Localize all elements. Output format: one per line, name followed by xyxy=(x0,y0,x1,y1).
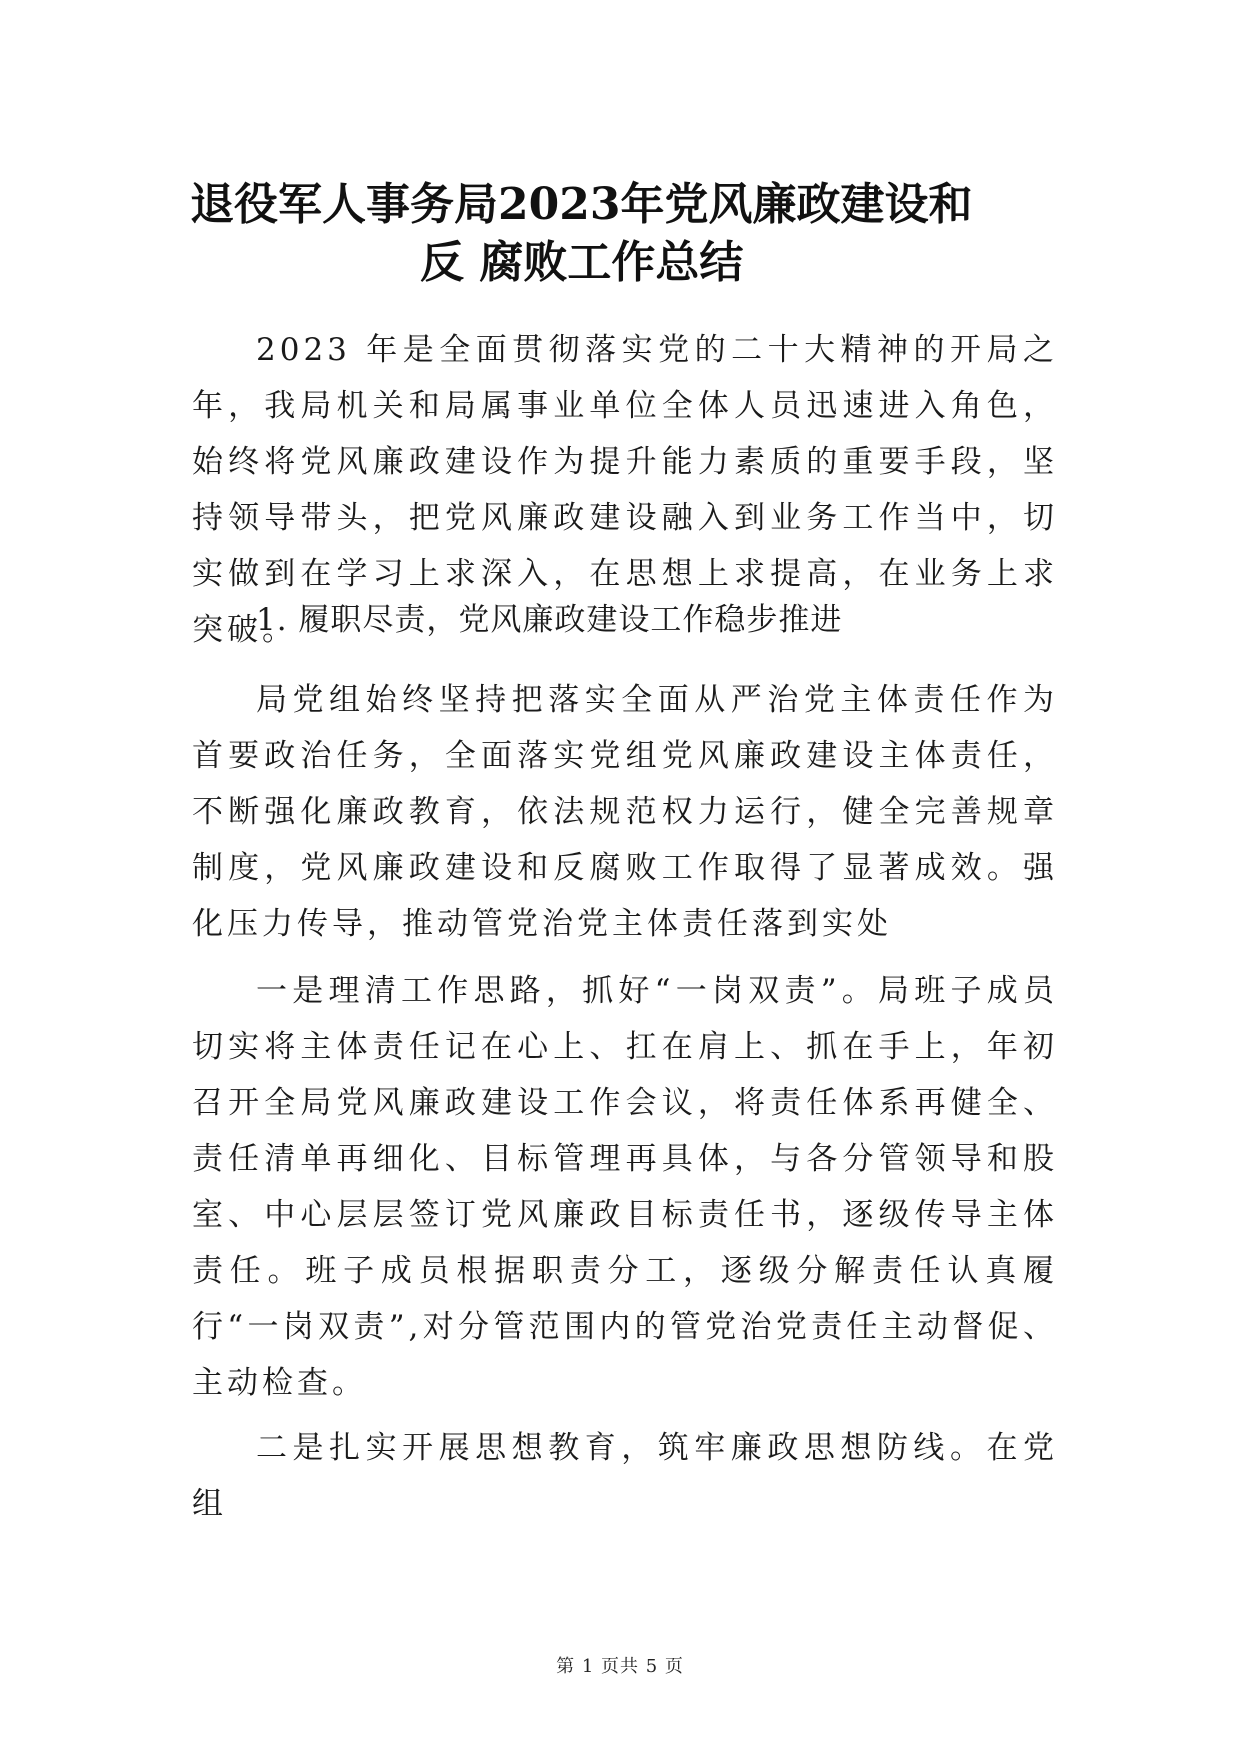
page-number-footer: 第 1 页共 5 页 xyxy=(556,1656,684,1677)
section-heading: 1. 履职尽责，党风廉政建设工作稳步推进 xyxy=(256,602,843,638)
document-title-line1: 退役军人事务局2023年党风廉政建设和 xyxy=(190,179,973,230)
paragraph-responsibility: 局党组始终坚持把落实全面从严治党主体责任作为首要政治任务，全面落实党组党风廉政建设主体责任，不断强化廉政教育，依法规范权力运行，健全完善规章制度，党风廉政建设和反腐败工作取得了显著成效。强化压力传导，推动管党治党主体责任落到实处 xyxy=(192,682,1058,942)
paragraph-point-two: 二是扎实开展思想教育，筑牢廉政思想防线。在党组 xyxy=(192,1430,1058,1522)
paragraph-point-one: 一是理清工作思路，抓好“一岗双责”。局班子成员切实将主体责任记在心上、扛在肩上、抓在手上，年初召开全局党风廉政建设工作会议，将责任体系再健全、责任清单再细化、目标管理再具体，与各分管领导和股室、中心层层签订党风廉政目标责任书，逐级传导主体责任。班子成员根据职责分工，逐级分解责任认真履行“一岗双责”,对分管范围内的管党治党责任主动督促、主动检查。 xyxy=(192,973,1058,1401)
document-title-line2: 反 腐败工作总结 xyxy=(420,237,744,288)
paragraph-intro: 2023 年是全面贯彻落实党的二十大精神的开局之年，我局机关和局属事业单位全体人员迅速进入角色，始终将党风廉政建设作为提升能力素质的重要手段，坚持领导带头，把党风廉政建设融入到业务工作当中，切实做到在学习上求深入，在思想上求提高，在业务上求突破。 xyxy=(192,332,1058,648)
